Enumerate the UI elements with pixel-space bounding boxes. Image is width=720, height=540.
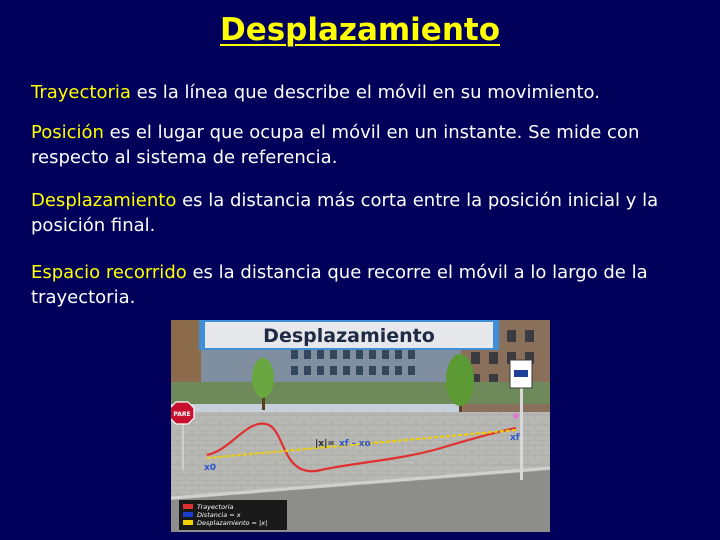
term-desplazamiento: Desplazamiento (31, 190, 177, 211)
legend-swatch-distancia (183, 512, 193, 517)
paragraph-posicion (31, 120, 691, 170)
bus-icon (514, 370, 528, 377)
legend-item-desplazamiento: Desplazamiento = |x| (197, 519, 268, 527)
banner-text: Desplazamiento (263, 325, 435, 347)
street-illustration (171, 320, 550, 532)
legend-item-distancia: Distancia = x (197, 511, 241, 519)
slide-title: Desplazamiento (219, 12, 501, 48)
term-posicion: Posición (31, 122, 104, 143)
street-scene-svg (171, 320, 550, 532)
legend-item-trayectoria: Trayectoria (197, 503, 234, 511)
stop-sign-text: PARE (173, 411, 191, 418)
label-start-position: x0 (204, 463, 217, 473)
paragraph-desplazamiento (31, 188, 691, 238)
formula-right: xf - xo (339, 439, 371, 449)
definition-desplazamiento: es la distancia más corta entre la posición inicial y la posición final. (31, 190, 659, 236)
definition-espacio-recorrido: es la distancia que recorre el móvil a lo largo de la trayectoria. (31, 262, 648, 308)
legend-swatch-desplazamiento (183, 520, 193, 525)
mobile-figure (513, 413, 519, 419)
paragraph-trayectoria (31, 80, 691, 105)
banner (199, 320, 499, 350)
term-espacio-recorrido: Espacio recorrido (31, 262, 187, 283)
legend (179, 500, 287, 530)
definition-posicion: es el lugar que ocupa el móvil en un instante. Se mide con respecto al sistema de referencia. (31, 122, 640, 168)
paragraph-espacio-recorrido (31, 260, 691, 310)
term-trayectoria: Trayectoria (31, 82, 131, 103)
legend-swatch-trayectoria (183, 504, 193, 509)
definition-trayectoria: es la línea que describe el móvil en su movimiento. (130, 82, 600, 103)
formula-left: |x|= (315, 439, 335, 449)
label-end-position: xf (510, 433, 520, 443)
